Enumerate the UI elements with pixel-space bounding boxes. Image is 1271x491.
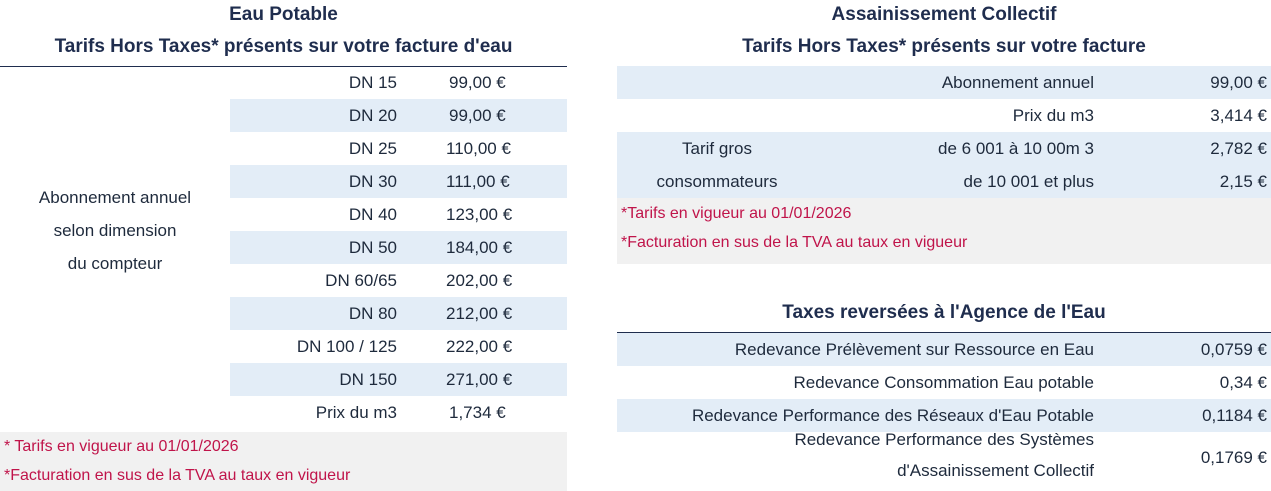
row-size: DN 30 xyxy=(348,172,397,191)
assainissement-subtitle: Tarifs Hors Taxes* présents sur votre facture xyxy=(742,36,1146,57)
gros-tier-price: 2,782 € xyxy=(1210,139,1267,158)
row-size: Prix du m3 xyxy=(315,403,397,422)
eau-potable-subtitle: Tarifs Hors Taxes* présents sur votre facture d'eau xyxy=(54,36,513,57)
note-tarifs-date: * Tarifs en vigueur au 01/01/2026 xyxy=(4,438,239,455)
abonnement-label-line: Abonnement annuel xyxy=(38,188,192,207)
row-price: 1,734 € xyxy=(449,403,506,422)
table-row xyxy=(230,396,567,429)
prix-m3-label: Prix du m3 xyxy=(1012,106,1094,125)
tax-label: Redevance Consommation Eau potable xyxy=(793,373,1094,392)
table-row xyxy=(230,132,567,165)
row-size: DN 25 xyxy=(348,139,397,158)
table-row xyxy=(230,264,567,297)
table-row xyxy=(617,424,1271,491)
eau-potable-title: Eau Potable xyxy=(229,4,338,25)
gros-tier-price: 2,15 € xyxy=(1219,172,1267,191)
row-price: 202,00 € xyxy=(446,271,513,290)
row-price: 110,00 € xyxy=(446,139,511,158)
table-row xyxy=(230,198,567,231)
abonnement-annuel-label: Abonnement annuel xyxy=(941,73,1094,92)
taxes-title: Taxes reversées à l'Agence de l'Eau xyxy=(782,302,1106,323)
gros-tier-range: de 10 001 et plus xyxy=(963,172,1094,191)
tax-value: 0,1769 € xyxy=(1200,448,1267,467)
tax-label: Redevance Prélèvement sur Ressource en Eau xyxy=(734,340,1094,359)
gros-label-line: consommateurs xyxy=(656,172,778,191)
tax-label-line: d'Assainissement Collectif xyxy=(897,461,1094,480)
table-row xyxy=(230,231,567,264)
table-row xyxy=(230,165,567,198)
abonnement-annuel-price: 99,00 € xyxy=(1210,73,1267,92)
row-size: DN 60/65 xyxy=(325,271,397,290)
tax-label: Redevance Performance des Réseaux d'Eau Potable xyxy=(691,406,1094,425)
row-size: DN 40 xyxy=(348,205,397,224)
row-size: DN 100 / 125 xyxy=(296,337,397,356)
gros-consommateurs-label xyxy=(617,132,817,198)
gros-consommateurs-block xyxy=(617,132,1271,198)
abonnement-label xyxy=(0,181,230,280)
table-row xyxy=(617,333,1271,366)
row-price: 99,00 € xyxy=(449,73,506,92)
table-row xyxy=(230,330,567,363)
table-row xyxy=(617,99,1271,132)
abonnement-label-line: du compteur xyxy=(67,254,163,273)
note-tva: *Facturation en sus de la TVA au taux en vigueur xyxy=(621,234,968,251)
row-price: 212,00 € xyxy=(446,304,513,323)
row-price: 271,00 € xyxy=(446,370,513,389)
eau-potable-notes xyxy=(0,432,567,491)
assainissement-notes xyxy=(617,198,1271,264)
row-price: 184,00 € xyxy=(446,238,513,257)
row-size: DN 50 xyxy=(348,238,397,257)
table-row xyxy=(230,297,567,330)
abonnement-label-line: selon dimension xyxy=(53,221,177,240)
row-price: 222,00 € xyxy=(446,337,513,356)
row-price: 123,00 € xyxy=(446,205,513,224)
tax-value: 0,0759 € xyxy=(1200,340,1267,359)
assainissement-title: Assainissement Collectif xyxy=(831,4,1057,25)
tax-label xyxy=(617,424,1094,486)
row-size: DN 150 xyxy=(339,370,397,389)
table-row xyxy=(617,366,1271,399)
row-size: DN 15 xyxy=(348,73,397,92)
note-tarifs-date: *Tarifs en vigueur au 01/01/2026 xyxy=(621,205,852,222)
row-price: 99,00 € xyxy=(449,106,506,125)
gros-label-line: Tarif gros xyxy=(682,139,752,158)
tax-value: 0,34 € xyxy=(1219,373,1267,392)
note-tva: *Facturation en sus de la TVA au taux en vigueur xyxy=(4,467,351,484)
tax-label-line: Redevance Performance des Systèmes xyxy=(794,430,1094,449)
table-row xyxy=(230,99,567,132)
row-price: 111,00 € xyxy=(446,172,510,191)
table-row xyxy=(617,66,1271,99)
row-size: DN 80 xyxy=(348,304,397,323)
table-row xyxy=(230,363,567,396)
gros-tier-range: de 6 001 à 10 00m 3 xyxy=(938,139,1094,158)
row-size: DN 20 xyxy=(348,106,397,125)
table-row xyxy=(230,66,567,99)
prix-m3-price: 3,414 € xyxy=(1210,106,1267,125)
tax-value: 0,1184 € xyxy=(1202,406,1267,425)
